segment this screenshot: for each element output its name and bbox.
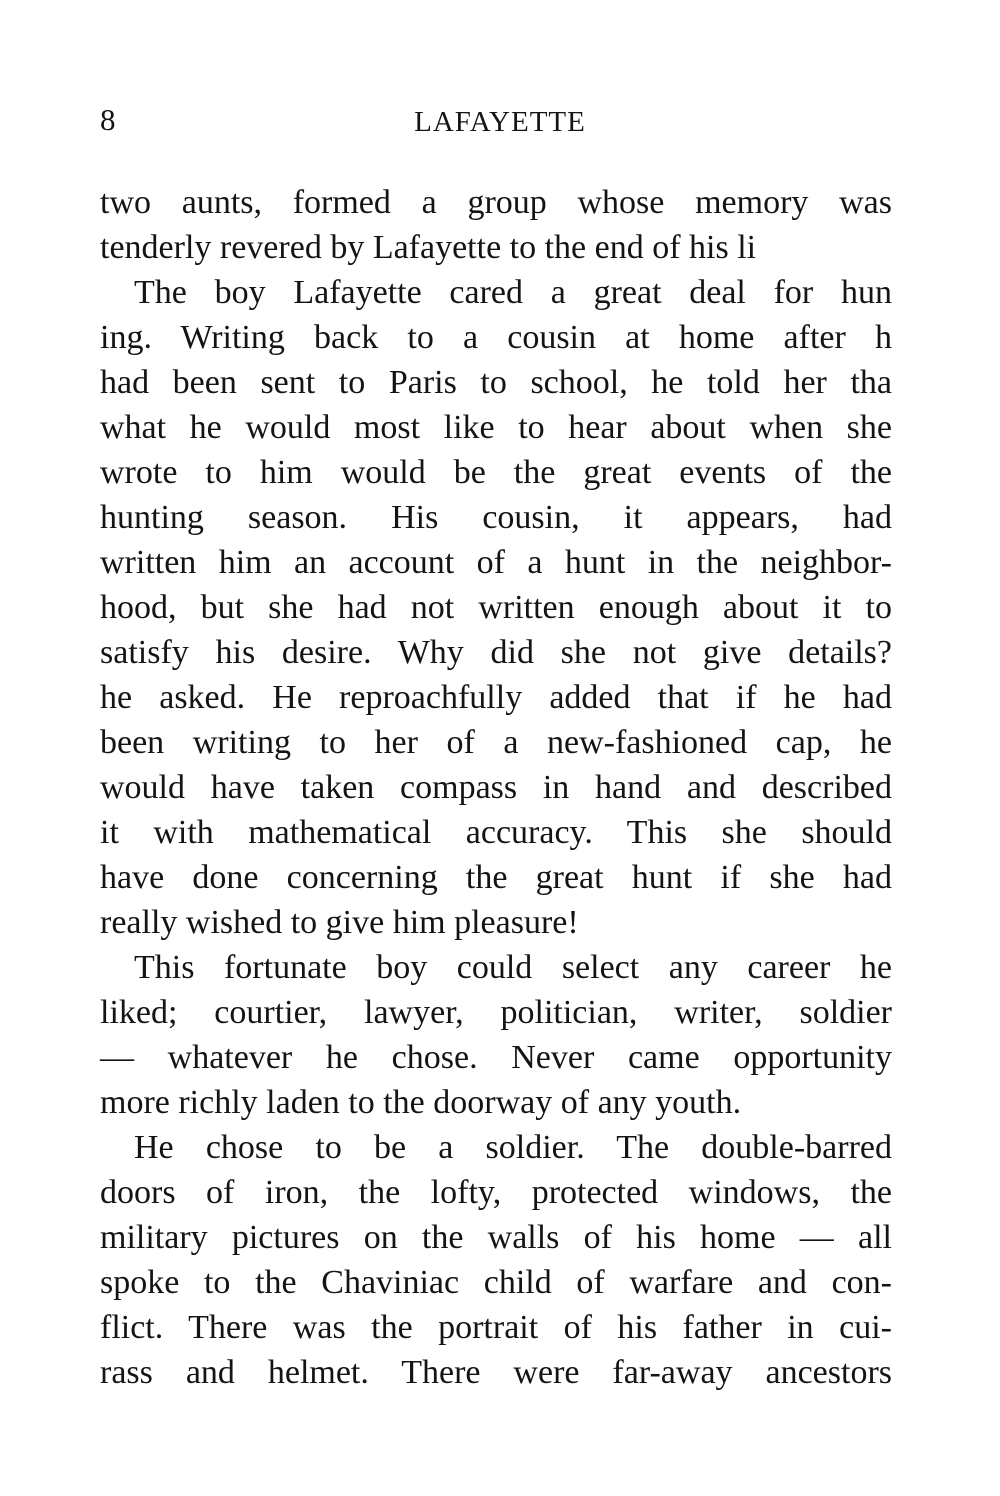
text-line: flict. There was the portrait of his father in cui- [100, 1309, 892, 1346]
text-line: what he would most like to hear about when she [100, 409, 892, 446]
text-line: been writing to her of a new-fashioned cap, he [100, 724, 892, 761]
text-line: — whatever he chose. Never came opportunity [100, 1039, 892, 1076]
text-line: have done concerning the great hunt if she had [100, 859, 892, 896]
text-line: ing. Writing back to a cousin at home after h [100, 319, 892, 356]
text-line: spoke to the Chaviniac child of warfare and con- [100, 1264, 892, 1301]
text-line: really wished to give him pleasure! [100, 904, 579, 941]
text-line: written him an account of a hunt in the neighbor- [100, 544, 892, 581]
text-line: hood, but she had not written enough about it to [100, 589, 892, 626]
text-line: it with mathematical accuracy. This she should [100, 814, 892, 851]
page-number: 8 [100, 102, 116, 137]
text-line: military pictures on the walls of his home — all [100, 1219, 892, 1256]
text-line: two aunts, formed a group whose memory was [100, 184, 892, 221]
text-line: wrote to him would be the great events of the [100, 454, 892, 491]
text-line: liked; courtier, lawyer, politician, writer, soldier [100, 994, 892, 1031]
text-line: more richly laden to the doorway of any youth. [100, 1084, 742, 1121]
text-line: doors of iron, the lofty, protected windows, the [100, 1174, 892, 1211]
text-line: had been sent to Paris to school, he told her tha [100, 364, 892, 401]
text-line: satisfy his desire. Why did she not give details? [100, 634, 892, 671]
text-line: he asked. He reproachfully added that if he had [100, 679, 892, 716]
text-line: tenderly revered by Lafayette to the end of his li [100, 229, 757, 266]
text-line: would have taken compass in hand and described [100, 769, 892, 806]
text-line: hunting season. His cousin, it appears, had [100, 499, 892, 536]
text-line: rass and helmet. There were far-away ancestors [100, 1354, 892, 1391]
text-line: He chose to be a soldier. The double-barred [134, 1129, 892, 1166]
text-line: This fortunate boy could select any career he [134, 949, 892, 986]
running-head: LAFAYETTE [414, 106, 586, 138]
text-line: The boy Lafayette cared a great deal for hun [134, 274, 892, 311]
